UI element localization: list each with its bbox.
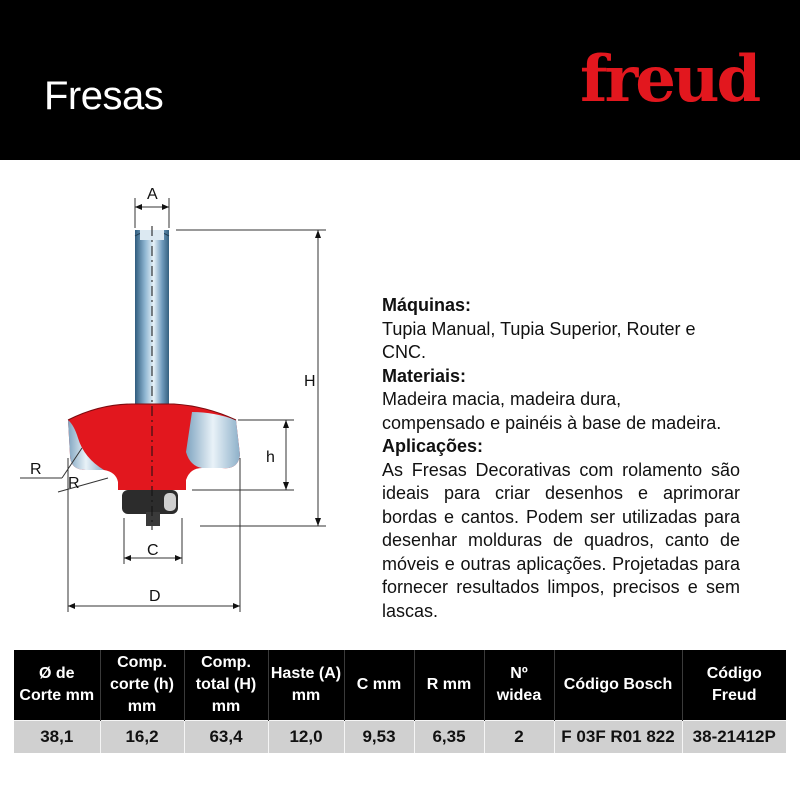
- machines-label: Máquinas:: [382, 295, 472, 315]
- label-A: A: [147, 186, 158, 203]
- header-widea: Nº widea: [484, 650, 554, 721]
- applications-label: Aplicações:: [382, 436, 484, 456]
- header-cut-diameter: Ø de Corte mm: [14, 650, 100, 721]
- specs-table: [14, 650, 786, 753]
- cell-shank: 12,0: [268, 721, 344, 754]
- page-title: Fresas: [44, 74, 164, 118]
- router-bit-diagram: [0, 160, 360, 630]
- cell-r: 6,35: [414, 721, 484, 754]
- applications-text: As Fresas Decorativas com rolamento são ideais para criar desenhos e aprimorar bordas e cantos. Podem ser utilizadas para desenhar molduras de quadros, canto de móveis e outras aplicações. Projetadas para fornecer resultados limpos, precisos e sem lascas.: [382, 459, 740, 621]
- label-h: h: [266, 449, 275, 466]
- label-R-outer: R: [30, 461, 42, 478]
- materials-label: Materiais:: [382, 365, 467, 386]
- label-R-inner: R: [68, 475, 80, 492]
- cell-cut-diameter: 38,1: [14, 721, 100, 754]
- header-bar: [0, 0, 800, 160]
- cutter-body: [68, 404, 240, 490]
- cell-widea: 2: [484, 721, 554, 754]
- table-row: [14, 721, 786, 754]
- header-cut-length: Comp. corte (h) mm: [100, 650, 184, 721]
- materials-text: Madeira macia, madeira dura, compensado e painéis à base de madeira.: [382, 389, 722, 433]
- header-freud-code: Código Freud: [682, 650, 786, 721]
- label-C: C: [147, 542, 159, 559]
- cell-freud-code: 38-21412P: [682, 721, 786, 754]
- cell-bosch-code: F 03F R01 822: [554, 721, 682, 754]
- header-total-length: Comp. total (H) mm: [184, 650, 268, 721]
- header-bosch-code: Código Bosch: [554, 650, 682, 721]
- header-r: R mm: [414, 650, 484, 721]
- cell-c: 9,53: [344, 721, 414, 754]
- cell-cut-length: 16,2: [100, 721, 184, 754]
- machines-text: Tupia Manual, Tupia Superior, Router e CNC.: [382, 318, 696, 362]
- label-H: H: [304, 373, 316, 390]
- header-shank: Haste (A) mm: [268, 650, 344, 721]
- info-block: [382, 294, 740, 623]
- header-c: C mm: [344, 650, 414, 721]
- bearing: [122, 490, 178, 526]
- cell-total-length: 63,4: [184, 721, 268, 754]
- table-header-row: [14, 650, 786, 721]
- label-D: D: [149, 588, 161, 605]
- freud-logo: freud: [580, 42, 759, 117]
